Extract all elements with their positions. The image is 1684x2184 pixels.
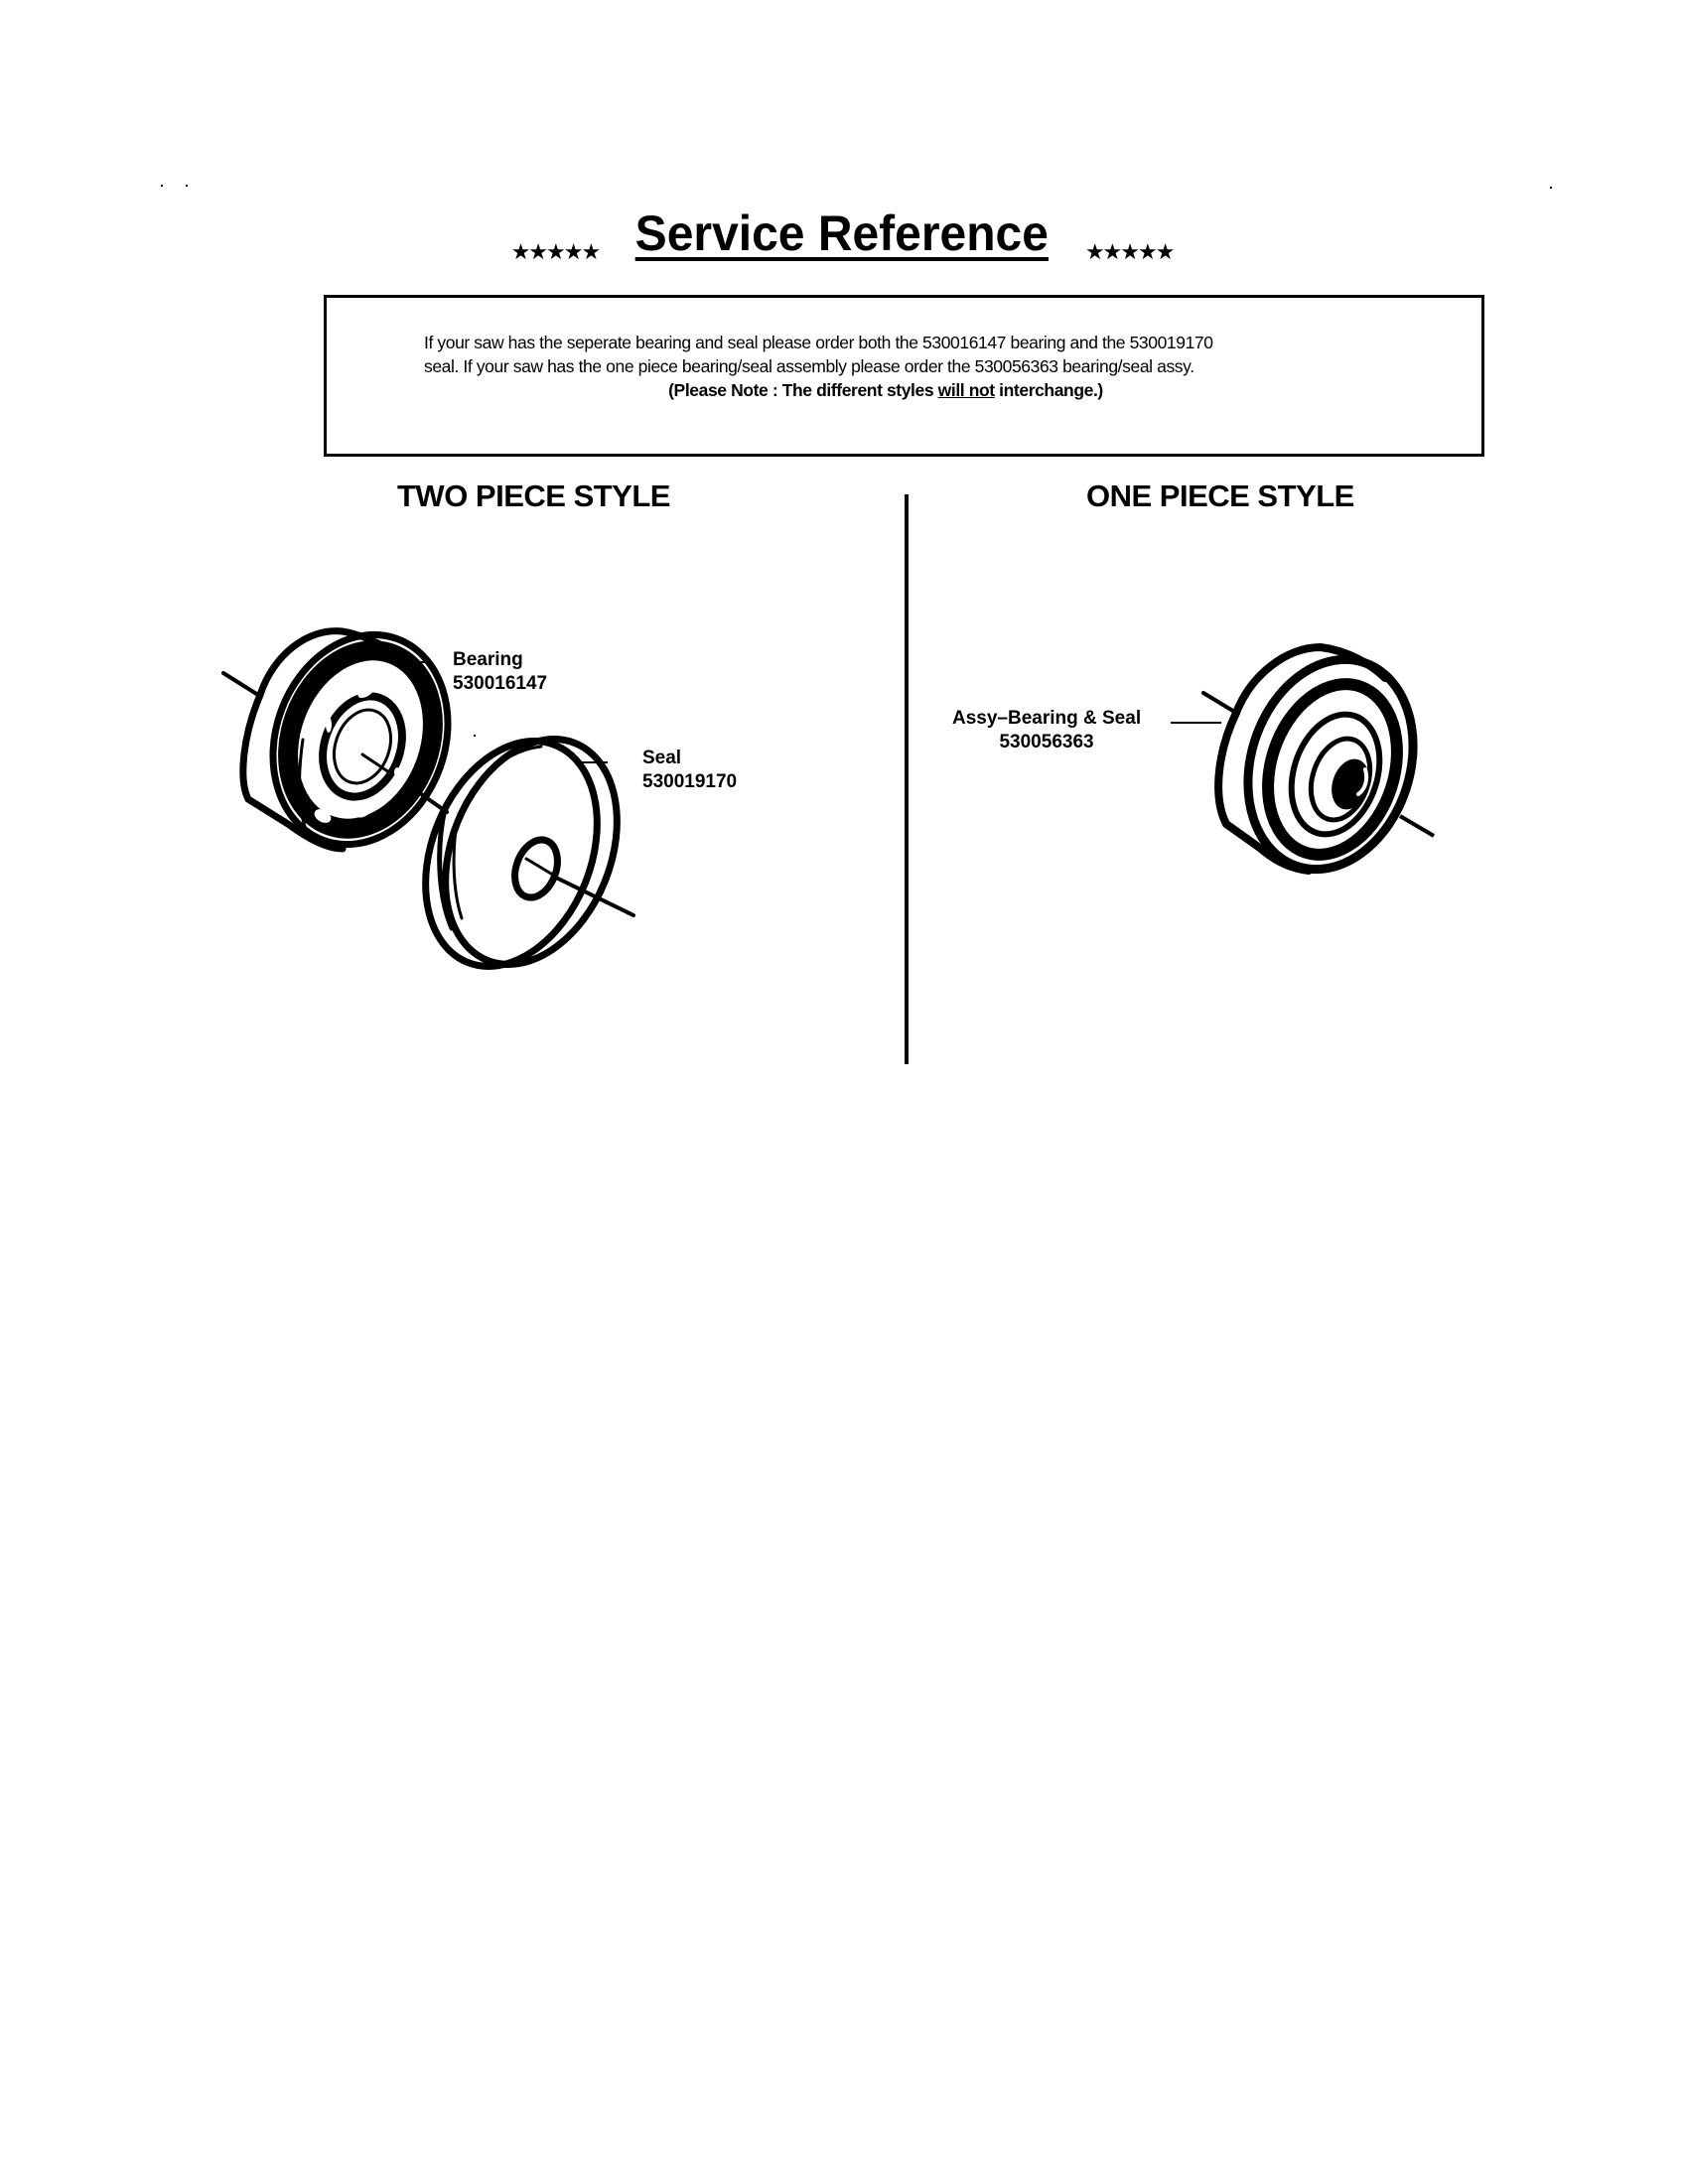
notice-text <box>424 331 1407 402</box>
bearing-label: Bearing <box>453 649 523 670</box>
page-header <box>0 205 1684 262</box>
note-prefix: (Please Note : The different styles <box>668 380 938 400</box>
column-divider <box>905 494 909 1064</box>
scan-mark <box>474 735 476 737</box>
assembly-label: Assy–Bearing & Seal <box>952 708 1142 729</box>
scan-mark <box>1550 187 1552 189</box>
notice-box <box>324 295 1484 457</box>
notice-line-2: seal. If your saw has the one piece bearing/seal assembly please order the 530056363 bearing/seal assy. <box>424 356 1194 376</box>
assembly-part-number: 530056363 <box>999 732 1094 752</box>
bearing-part-number: 530016147 <box>453 673 548 694</box>
scan-mark <box>161 185 163 187</box>
page-title: Service Reference <box>634 205 1050 261</box>
two-piece-heading: TWO PIECE STYLE <box>397 478 670 513</box>
assembly-callout <box>952 707 1141 754</box>
bearing-callout <box>453 648 547 696</box>
note-suffix: interchange.) <box>994 380 1103 400</box>
one-piece-heading: ONE PIECE STYLE <box>1086 478 1354 513</box>
seal-label: Seal <box>642 748 682 768</box>
notice-line-1: If your saw has the seperate bearing and seal please order both the 530016147 bearing and the 530019170 <box>424 333 1213 352</box>
bearing-seal-assembly-illustration <box>0 0 1 1</box>
note-emphasis: will not <box>937 380 995 400</box>
star-decoration-left: ★★★★★ <box>510 238 600 264</box>
interchange-note <box>364 378 1407 402</box>
star-decoration-right: ★★★★★ <box>1084 238 1174 264</box>
seal-callout <box>642 747 737 794</box>
seal-part-number: 530019170 <box>642 771 738 792</box>
scan-mark <box>186 185 188 187</box>
